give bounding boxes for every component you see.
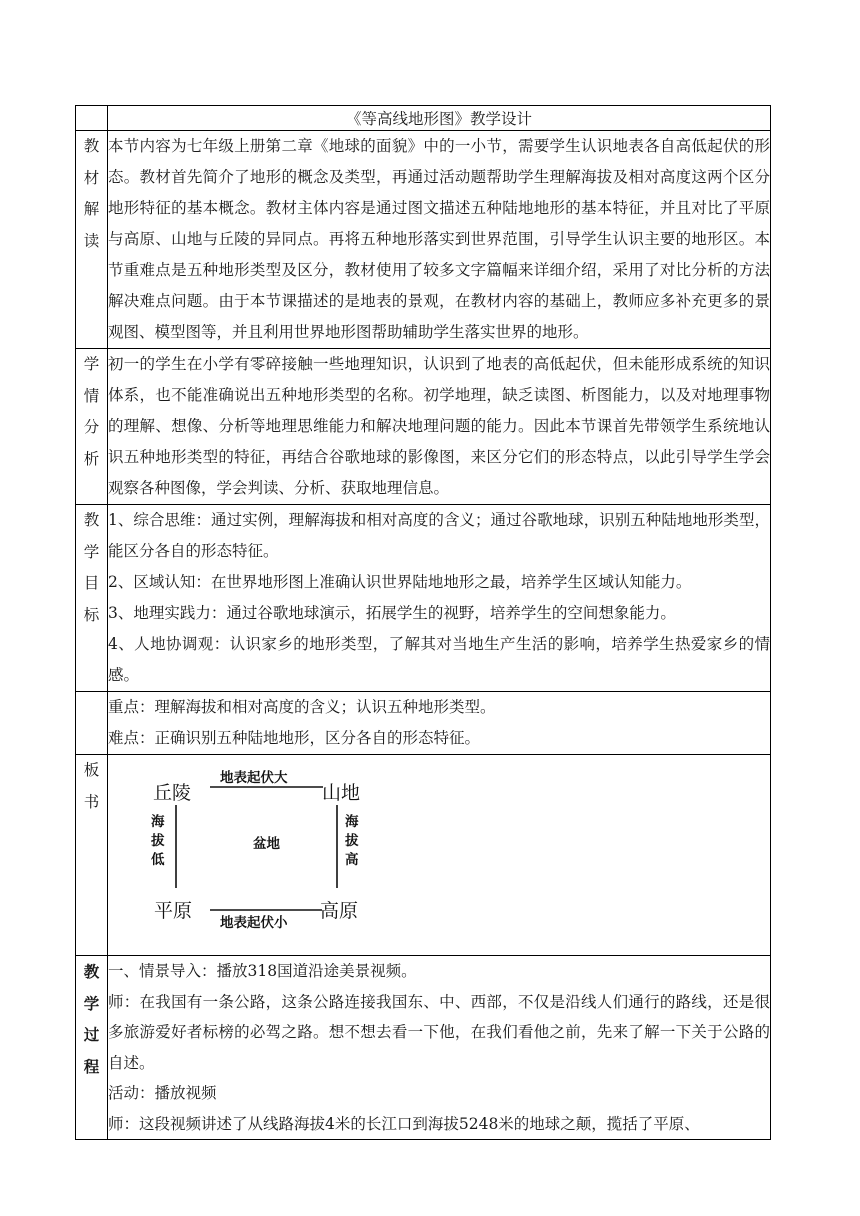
label-char: 程 (83, 1056, 100, 1076)
board-diagram-svg (108, 755, 768, 955)
paragraph: 重点：理解海拔和相对高度的含义；认识五种地形类型。 (108, 698, 496, 716)
paragraph: 3、地理实践力：通过谷歌地球演示，拓展学生的视野，培养学生的空间想象能力。 (108, 604, 676, 622)
right-edge-char: 高 (345, 852, 359, 868)
label-char: 书 (83, 792, 100, 811)
paragraph: 1、综合思维：通过实例，理解海拔和相对高度的含义；通过谷歌地球，识别五种陆地地形类型，能区分各自的形态特征。 (108, 511, 770, 560)
title-row (76, 106, 771, 131)
bottom-edge-label: 地表起伏小 (220, 915, 288, 931)
section-row-textbook (76, 131, 771, 349)
corner-bottom-right: 高原 (320, 900, 359, 922)
board-diagram (108, 755, 770, 955)
paragraph: 初一的学生在小学有零碎接触一些地理知识，认识到了地表的高低起伏，但未能形成系统的知识体系，也不能准确说出五种地形类型的名称。初学地理，缺乏读图、析图能力，以及对地理事物的理解、想像、分析等地理思维能力和解决地理问题的能力。因此本节课首先带领学生系统地认识五种地形类型的特征，再结合谷歌地球的影像图，来区分它们的形态特点，以此引导学生学会观察各种图像，学会判读、分析、获取地理信息。 (108, 355, 770, 497)
title-label-cell (76, 106, 108, 131)
lesson-plan-table (75, 105, 771, 1140)
right-edge-char: 海 (345, 814, 359, 830)
center-label: 盆地 (253, 836, 280, 852)
paragraph: 一、情景导入：播放318国道沿途美景视频。 (108, 962, 417, 980)
paragraph: 4、人地协调观：认识家乡的地形类型，了解其对当地生产生活的影响，培养学生热爱家乡的情感。 (108, 635, 770, 684)
label-char: 学 (83, 355, 100, 373)
paragraph: 师：这段视频讲述了从线路海拔4米的长江口到海拔5248米的地球之颠，揽括了平原、 (108, 1114, 700, 1133)
paragraph: 师：在我国有一条公路，这条公路连接我国东、中、西部，不仅是沿线人们通行的路线，还是很多旅游爱好者标榜的必驾之路。想不想去看一下他，在我们看他之前，先来了解一下关于公路的自述。 (108, 992, 770, 1072)
paragraph: 2、区域认知：在世界地形图上准确认识世界陆地地形之最，培养学生区域认知能力。 (108, 573, 692, 591)
board-diagram-cell (108, 755, 771, 956)
section-row-process (76, 956, 771, 1140)
section-row-key-points (76, 692, 771, 755)
label-char: 标 (83, 605, 100, 624)
left-edge-char: 低 (151, 852, 165, 868)
section-label-process (76, 956, 108, 1140)
section-label-textbook (76, 131, 108, 349)
label-char: 教 (83, 511, 100, 529)
top-edge-label: 地表起伏大 (220, 770, 288, 786)
label-char: 过 (83, 1025, 100, 1044)
label-char: 板 (83, 761, 100, 779)
section-row-board (76, 755, 771, 956)
paragraph: 本节内容为七年级上册第二章《地球的面貌》中的一小节，需要学生认识地表各自高低起伏的形态。教材首先简介了地形的概念及类型，再通过活动题帮助学生理解海拔及相对高度这两个区分地形特征的基本概念。教材主体内容是通过图文描述五种陆地地形的基本特征，并且对比了平原与高原、山地与丘陵的异同点。再将五种地形落实到世界范围，引导学生认识主要的地形区。本节重难点是五种地形类型及区分，教材使用了较多文字篇幅来详细介绍，采用了对比分析的方法解决难点问题。由于本节课描述的是地表的景观，在教材内容的基础上，教师应多补充更多的景观图、模型图等，并且利用世界地形图帮助辅助学生落实世界的地形。 (108, 137, 770, 341)
section-body-textbook (108, 131, 771, 349)
label-char: 材 (83, 168, 100, 187)
label-char: 情 (83, 386, 100, 405)
label-char: 学 (83, 542, 100, 561)
section-body-objectives (108, 505, 771, 692)
section-label-key-points (76, 692, 108, 755)
corner-top-left: 丘陵 (153, 782, 192, 804)
label-char: 学 (83, 993, 100, 1013)
corner-bottom-left: 平原 (154, 900, 193, 922)
label-char: 解 (83, 200, 100, 218)
label-char: 教 (83, 962, 100, 981)
document-title: 《等高线地形图》教学设计 (108, 106, 771, 131)
left-edge-char: 拔 (151, 833, 165, 849)
section-body-process (108, 956, 771, 1140)
paragraph: 活动：播放视频 (108, 1084, 217, 1102)
section-body-student-analysis (108, 349, 771, 505)
section-row-objectives (76, 505, 771, 692)
left-edge-char: 海 (151, 814, 165, 830)
section-label-student-analysis (76, 349, 108, 505)
section-label-board (76, 755, 108, 956)
label-char: 分 (83, 418, 100, 436)
paragraph: 难点：正确识别五种陆地地形，区分各自的形态特征。 (108, 729, 481, 747)
right-edge-char: 拔 (345, 833, 359, 849)
section-body-key-points (108, 692, 771, 755)
section-row-student-analysis (76, 349, 771, 505)
label-char: 读 (83, 231, 100, 250)
label-char: 目 (83, 574, 100, 592)
label-char: 教 (83, 137, 100, 155)
corner-top-right: 山地 (322, 782, 361, 804)
section-label-objectives (76, 505, 108, 692)
label-char: 析 (83, 449, 100, 468)
